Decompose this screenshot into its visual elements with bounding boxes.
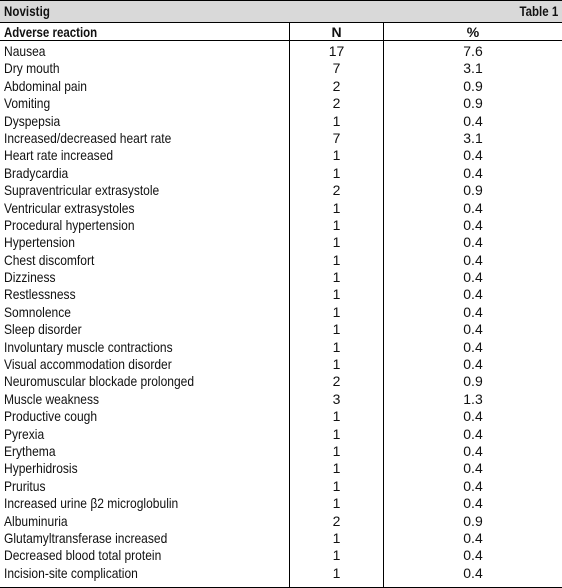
table-row: [0, 269, 562, 286]
cell-n: 1: [332, 408, 341, 425]
cell-n: 1: [332, 199, 341, 216]
cell-percent: 0.4: [463, 425, 483, 442]
cell-n: 1: [332, 356, 341, 373]
cell-adverse-reaction: Abdominal pain: [4, 77, 88, 94]
table-row: [0, 530, 562, 547]
cell-adverse-reaction: Decreased blood total protein: [4, 547, 162, 564]
table-row: [0, 113, 562, 130]
cell-percent: 0.4: [463, 460, 483, 477]
cell-percent: 0.4: [463, 216, 483, 233]
cell-percent: 0.4: [463, 251, 483, 268]
table-row: [0, 513, 562, 530]
cell-n: 1: [332, 564, 341, 581]
cell-n: 1: [332, 425, 341, 442]
table-row: [0, 373, 562, 390]
cell-n: 1: [332, 442, 341, 459]
table-row: [0, 234, 562, 251]
cell-adverse-reaction: Erythema: [4, 442, 56, 459]
cell-percent: 0.9: [463, 512, 483, 529]
cell-adverse-reaction: Incision-site complication: [4, 564, 138, 581]
table-row: [0, 147, 562, 164]
cell-percent: 0.4: [463, 529, 483, 546]
cell-adverse-reaction: Pyrexia: [4, 425, 45, 442]
table-row: [0, 43, 562, 60]
table-row: [0, 339, 562, 356]
cell-adverse-reaction: Muscle weakness: [4, 390, 100, 407]
table-row: [0, 495, 562, 512]
cell-percent: 0.4: [463, 408, 483, 425]
table-row: [0, 130, 562, 147]
table-row: [0, 60, 562, 77]
cell-percent: 0.4: [463, 269, 483, 286]
cell-adverse-reaction: Albuminuria: [4, 512, 68, 529]
cell-n: 2: [332, 512, 341, 529]
table-title-bar: [0, 0, 562, 22]
cell-n: 1: [332, 338, 341, 355]
cell-percent: 0.4: [463, 477, 483, 494]
cell-percent: 0.4: [463, 286, 483, 303]
cell-adverse-reaction: Nausea: [4, 43, 46, 59]
table-row: [0, 565, 562, 582]
cell-percent: 3.1: [463, 129, 483, 146]
cell-n: 1: [332, 547, 341, 564]
cell-percent: 0.9: [463, 373, 483, 390]
cell-percent: 0.4: [463, 112, 483, 129]
cell-percent: 0.9: [463, 77, 483, 94]
cell-adverse-reaction: Restlessness: [4, 286, 76, 303]
cell-percent: 7.6: [463, 43, 483, 59]
column-header-adverse-reaction: Adverse reaction: [4, 24, 98, 40]
cell-adverse-reaction: Hyperhidrosis: [4, 460, 78, 477]
table-title: Novistig: [4, 3, 50, 19]
cell-adverse-reaction: Dry mouth: [4, 60, 60, 77]
cell-n: 2: [332, 373, 341, 390]
table-row: [0, 426, 562, 443]
table-row: [0, 321, 562, 338]
cell-percent: 0.9: [463, 182, 483, 199]
cell-adverse-reaction: Involuntary muscle contractions: [4, 338, 173, 355]
cell-percent: 0.4: [463, 564, 483, 581]
cell-n: 1: [332, 303, 341, 320]
cell-n: 1: [332, 269, 341, 286]
table-row: [0, 443, 562, 460]
cell-n: 1: [332, 460, 341, 477]
table-row: [0, 252, 562, 269]
cell-percent: 0.4: [463, 234, 483, 251]
cell-n: 17: [328, 43, 345, 59]
cell-percent: 0.4: [463, 547, 483, 564]
cell-n: 2: [332, 182, 341, 199]
cell-percent: 0.4: [463, 442, 483, 459]
table-row: [0, 217, 562, 234]
table-row: [0, 478, 562, 495]
table-number-label: Table 1: [519, 3, 558, 19]
cell-n: 1: [332, 529, 341, 546]
cell-n: 1: [332, 147, 341, 164]
cell-adverse-reaction: Sleep disorder: [4, 321, 82, 338]
cell-percent: 1.3: [463, 390, 483, 407]
table-row: [0, 182, 562, 199]
cell-adverse-reaction: Vomiting: [4, 95, 51, 112]
table-row: [0, 286, 562, 303]
table-row: [0, 95, 562, 112]
cell-adverse-reaction: Hypertension: [4, 234, 75, 251]
table-row: [0, 165, 562, 182]
table-row: [0, 78, 562, 95]
cell-adverse-reaction: Glutamyltransferase increased: [4, 529, 168, 546]
cell-n: 1: [332, 321, 341, 338]
cell-percent: 0.4: [463, 147, 483, 164]
cell-adverse-reaction: Chest discomfort: [4, 251, 95, 268]
cell-percent: 0.4: [463, 199, 483, 216]
cell-percent: 0.4: [463, 356, 483, 373]
table-row: [0, 304, 562, 321]
cell-adverse-reaction: Visual accommodation disorder: [4, 356, 172, 373]
cell-adverse-reaction: Heart rate increased: [4, 147, 114, 164]
cell-n: 7: [332, 60, 341, 77]
cell-percent: 0.4: [463, 321, 483, 338]
cell-percent: 0.4: [463, 338, 483, 355]
cell-adverse-reaction: Increased urine β2 microglobulin: [4, 495, 179, 512]
cell-adverse-reaction: Neuromuscular blockade prolonged: [4, 373, 195, 390]
cell-percent: 3.1: [463, 60, 483, 77]
cell-adverse-reaction: Dizziness: [4, 269, 56, 286]
cell-adverse-reaction: Dyspepsia: [4, 112, 61, 129]
cell-adverse-reaction: Bradycardia: [4, 164, 69, 181]
cell-n: 1: [332, 164, 341, 181]
table-body: [0, 43, 562, 582]
cell-n: 1: [332, 477, 341, 494]
cell-percent: 0.4: [463, 303, 483, 320]
column-header-n: N: [331, 24, 342, 40]
cell-percent: 0.9: [463, 95, 483, 112]
table-row: [0, 200, 562, 217]
cell-adverse-reaction: Procedural hypertension: [4, 216, 135, 233]
cell-adverse-reaction: Somnolence: [4, 303, 71, 320]
table-row: [0, 356, 562, 373]
cell-n: 7: [332, 129, 341, 146]
cell-n: 1: [332, 216, 341, 233]
table-header-row: [0, 22, 562, 41]
cell-n: 2: [332, 77, 341, 94]
cell-adverse-reaction: Pruritus: [4, 477, 46, 494]
cell-n: 1: [332, 251, 341, 268]
table-row: [0, 460, 562, 477]
cell-n: 2: [332, 95, 341, 112]
cell-n: 1: [332, 234, 341, 251]
cell-n: 1: [332, 286, 341, 303]
cell-percent: 0.4: [463, 495, 483, 512]
table-row: [0, 547, 562, 564]
column-header-percent: %: [466, 24, 480, 40]
cell-adverse-reaction: Ventricular extrasystoles: [4, 199, 135, 216]
table-row: [0, 391, 562, 408]
cell-adverse-reaction: Supraventricular extrasystole: [4, 182, 160, 199]
cell-percent: 0.4: [463, 164, 483, 181]
cell-adverse-reaction: Increased/decreased heart rate: [4, 129, 172, 146]
cell-n: 3: [332, 390, 341, 407]
cell-n: 1: [332, 495, 341, 512]
cell-adverse-reaction: Productive cough: [4, 408, 98, 425]
table-row: [0, 408, 562, 425]
cell-n: 1: [332, 112, 341, 129]
